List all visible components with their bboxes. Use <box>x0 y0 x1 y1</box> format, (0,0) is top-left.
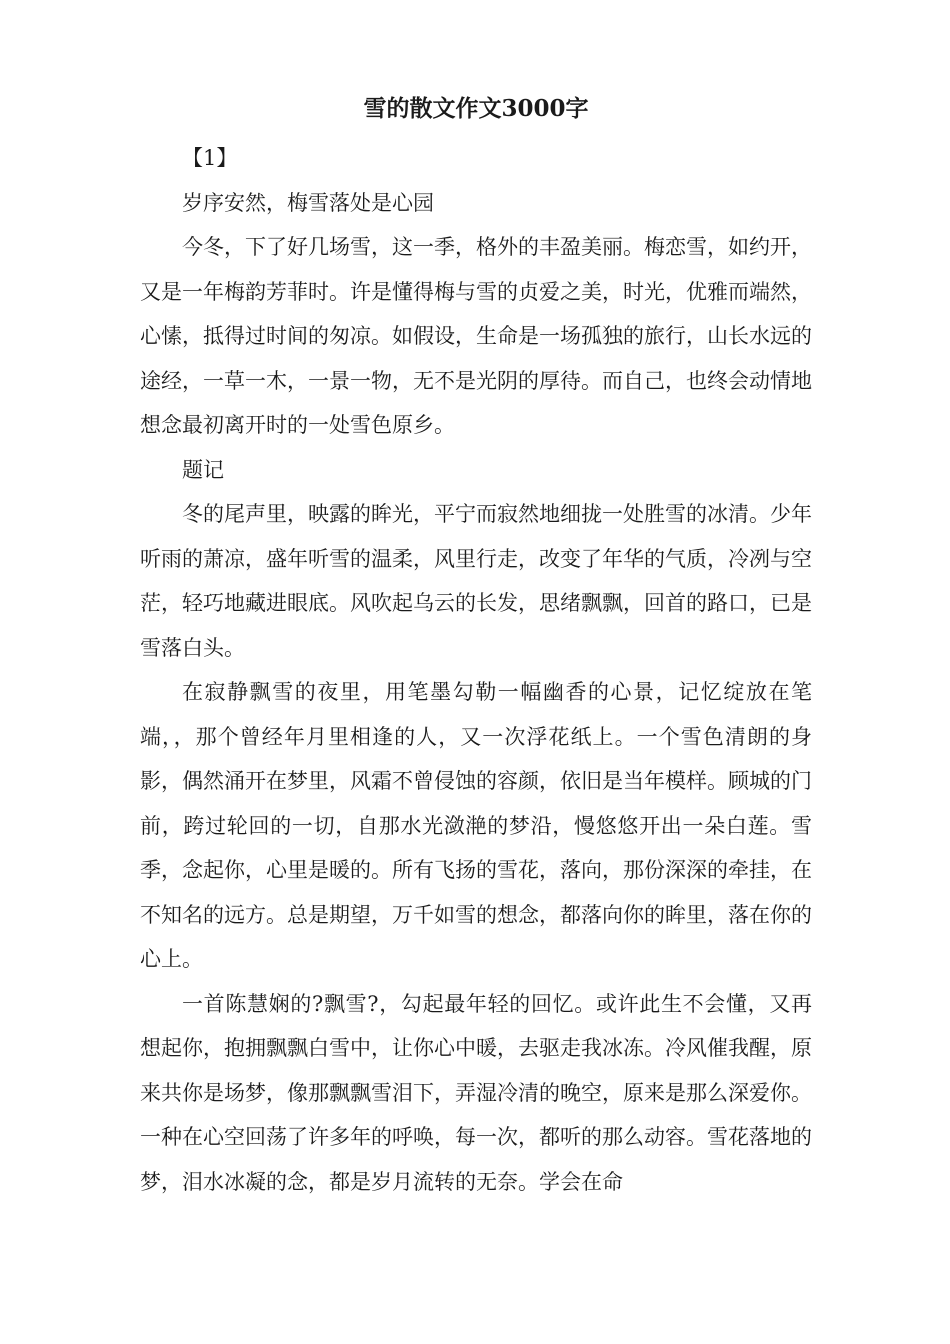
paragraph: 在寂静飘雪的夜里，用笔墨勾勒一幅幽香的心景，记忆绽放在笔端，，那个曾经年月里相逢的人，又一次浮花纸上。一个雪色清朗的身影，偶然涌开在梦里，风霜不曾侵蚀的容颜，依旧是当年模样。顾城的门前，跨过轮回的一切，自那水光潋滟的梦沿，慢悠悠开出一朵白莲。雪季，念起你，心里是暖的。所有飞扬的雪花，落向，那份深深的牵挂，在不知名的远方。总是期望，万千如雪的想念，都落向你的眸里，落在你的心上。 <box>140 680 812 971</box>
paragraph: 一首陈慧娴的?飘雪?，勾起最年轻的回忆。或许此生不会懂，又再想起你，抱拥飘飘白雪中，让你心中暖，去驱走我冰冻。冷风催我醒，原来共你是场梦，像那飘飘雪泪下，弄湿冷清的晚空，原来是那么深爱你。一种在心空回荡了许多年的呼唤，每一次，都听的那么动容。雪花落地的梦，泪水冰凝的念，都是岁月流转的无奈。学会在命 <box>140 991 812 1194</box>
paragraph: 冬的尾声里，映露的眸光，平宁而寂然地细拢一处胜雪的冰清。少年听雨的萧凉，盛年听雪的温柔，风里行走，改变了年华的气质，冷冽与空茫，轻巧地藏进眼底。风吹起乌云的长发，思绪飘飘，回首的路口，已是雪落白头。 <box>140 502 812 660</box>
section-marker: 【1】 <box>182 146 238 170</box>
section-heading: 题记 <box>182 457 224 482</box>
document-page <box>140 84 812 1204</box>
document-title: 雪的散文作文3000字 <box>363 95 589 122</box>
paragraph: 今冬，下了好几场雪，这一季，格外的丰盈美丽。梅恋雪，如约开，又是一年梅韵芳菲时。许是懂得梅与雪的贞爱之美，时光，优雅而端然，心愫，抵得过时间的匆凉。如假设，生命是一场孤独的旅行，山长水远的途经，一草一木，一景一物，无不是光阴的厚待。而自己，也终会动情地想念最初离开时的一处雪色原乡。 <box>140 235 812 437</box>
essay-subtitle: 岁序安然，梅雪落处是心园 <box>182 190 434 215</box>
